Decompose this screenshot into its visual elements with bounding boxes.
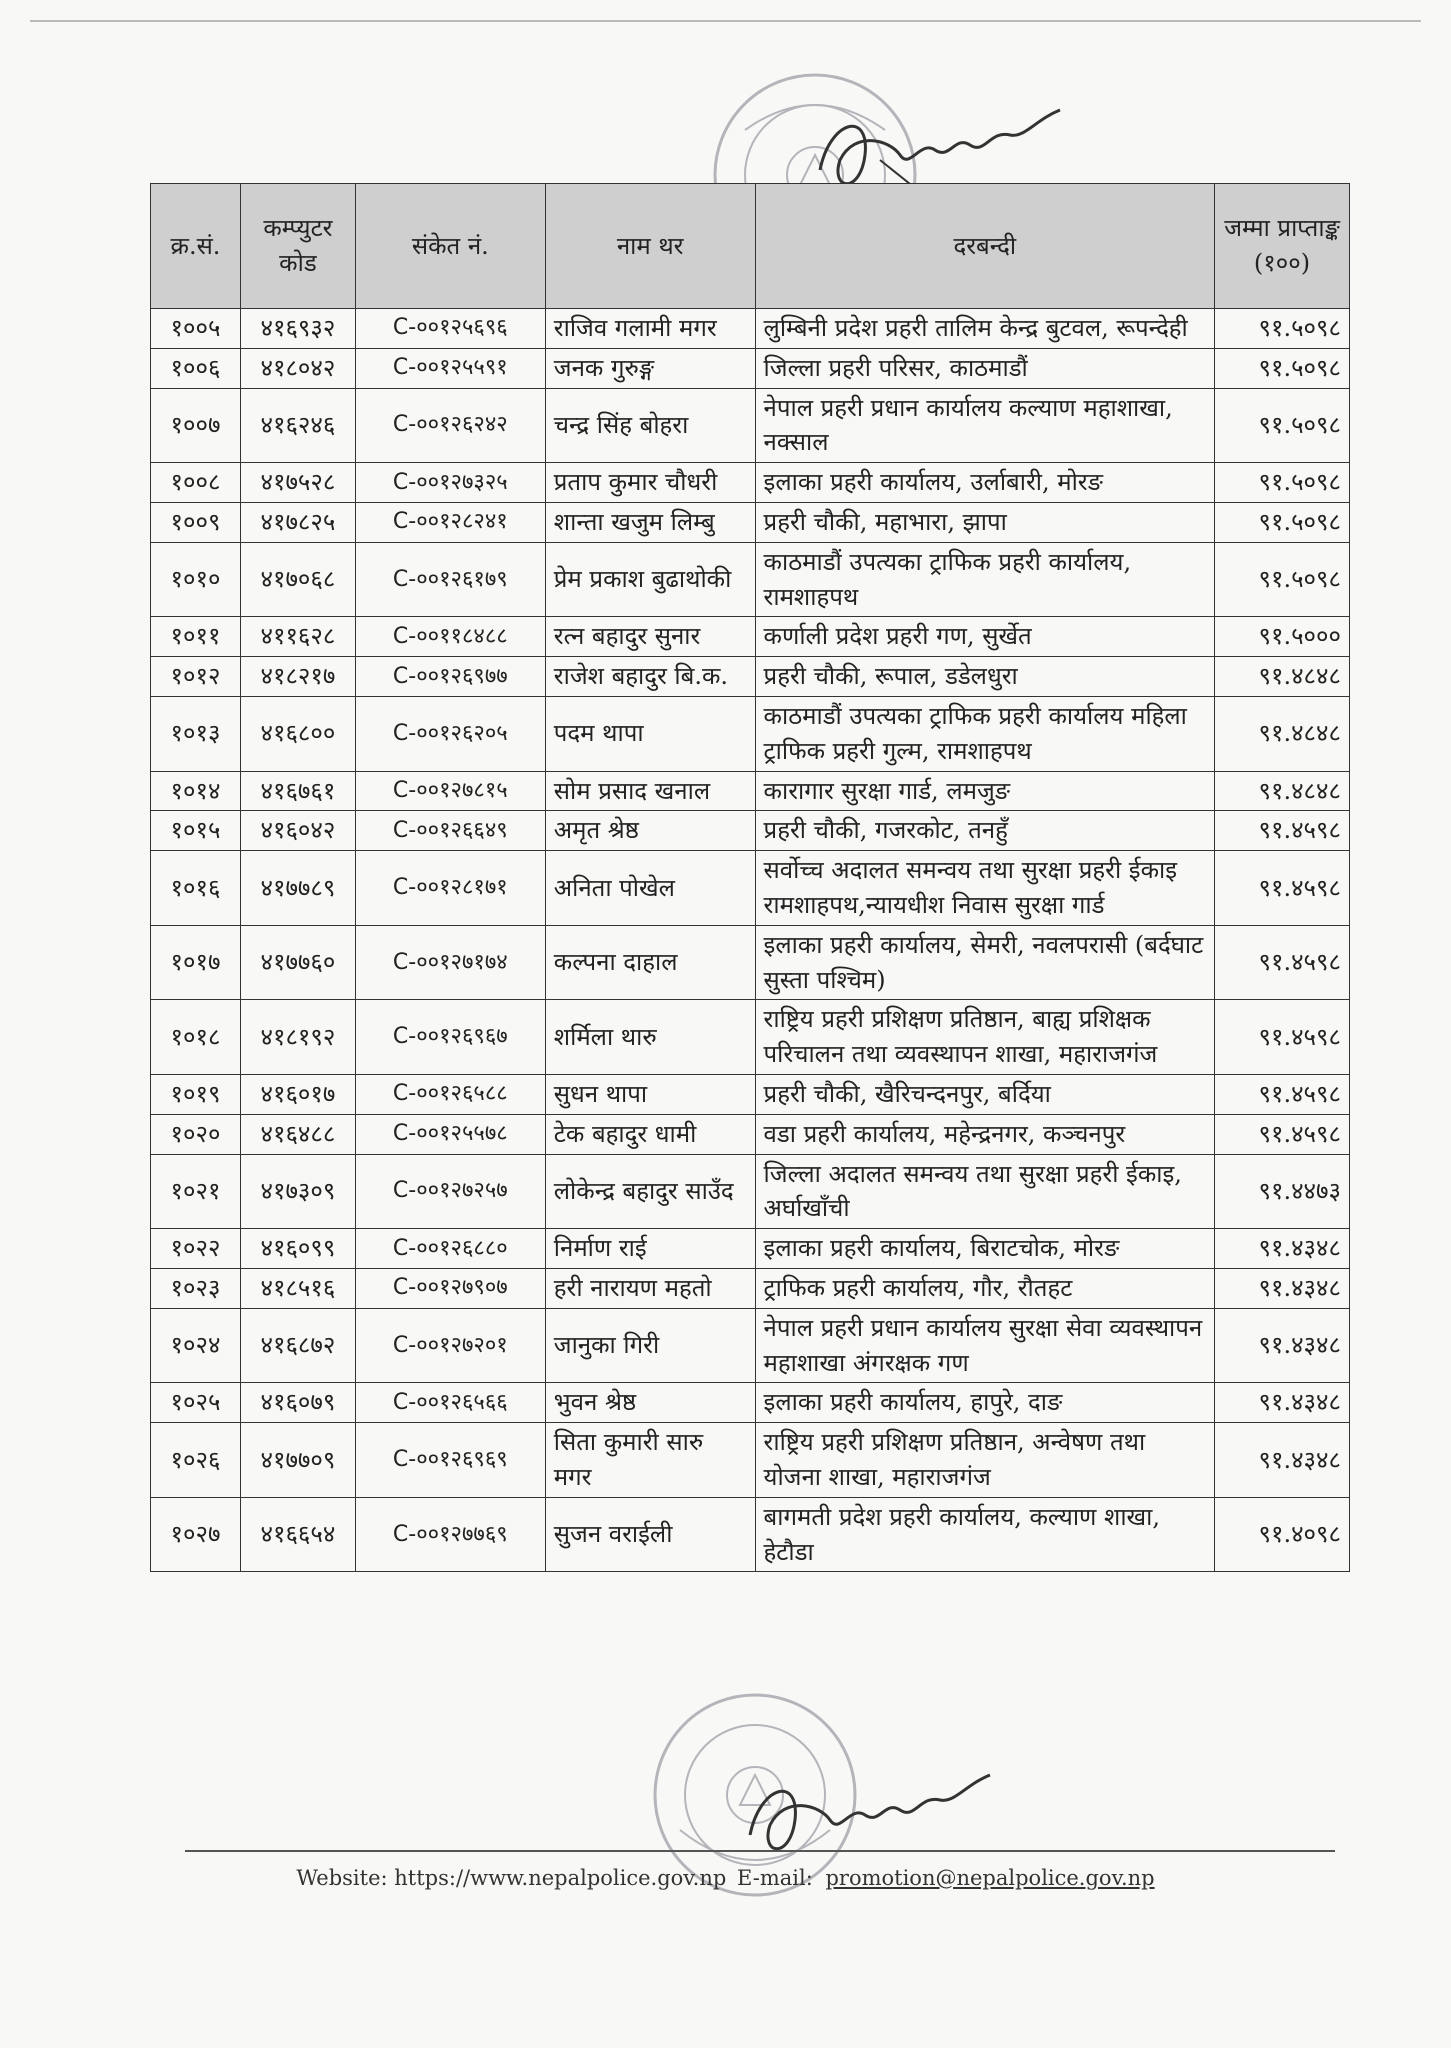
cell-serial-no: १०२०	[151, 1114, 241, 1154]
cell-post: इलाका प्रहरी कार्यालय, उर्लाबारी, मोरङ	[755, 463, 1214, 503]
table-row	[151, 1114, 1350, 1154]
cell-total-score: ९१.४५९८	[1215, 811, 1350, 851]
cell-computer-code: ४११६२८	[240, 617, 355, 657]
promotion-results-table	[150, 183, 1350, 1572]
cell-name: पदम थापा	[545, 696, 755, 771]
cell-post: प्रहरी चौकी, महाभारा, झापा	[755, 502, 1214, 542]
cell-serial-no: १०१३	[151, 696, 241, 771]
table-row	[151, 1497, 1350, 1572]
cell-serial-no: १०१९	[151, 1074, 241, 1114]
cell-serial-no: १०२७	[151, 1497, 241, 1572]
cell-symbol-no: C-००१२५५९१	[355, 348, 545, 388]
table-row	[151, 657, 1350, 697]
cell-computer-code: ४१८०४२	[240, 348, 355, 388]
website-link[interactable]: Website: https://www.nepalpolice.gov.np	[296, 1866, 727, 1890]
cell-computer-code: ४१६७६१	[240, 771, 355, 811]
footer-divider	[185, 1850, 1335, 1852]
cell-serial-no: १०१६	[151, 851, 241, 926]
table-row	[151, 309, 1350, 349]
cell-symbol-no: C-००१२६९६७	[355, 1000, 545, 1075]
table-row	[151, 1154, 1350, 1229]
cell-total-score: ९१.५०००	[1215, 617, 1350, 657]
cell-post: बागमती प्रदेश प्रहरी कार्यालय, कल्याण शाखा, हेटौडा	[755, 1497, 1214, 1572]
cell-name: अनिता पोखेल	[545, 851, 755, 926]
cell-name: चन्द्र सिंह बोहरा	[545, 388, 755, 463]
cell-computer-code: ४१६९३२	[240, 309, 355, 349]
cell-name: रत्न बहादुर सुनार	[545, 617, 755, 657]
cell-total-score: ९१.४५९८	[1215, 1114, 1350, 1154]
cell-serial-no: १००७	[151, 388, 241, 463]
cell-symbol-no: C-००१२६९७७	[355, 657, 545, 697]
cell-serial-no: १०२५	[151, 1383, 241, 1423]
cell-symbol-no: C-००१२६१७९	[355, 542, 545, 617]
cell-post: जिल्ला अदालत समन्वय तथा सुरक्षा प्रहरी ईकाइ, अर्घाखाँची	[755, 1154, 1214, 1229]
cell-total-score: ९१.५०९८	[1215, 502, 1350, 542]
cell-post: सर्वोच्च अदालत समन्वय तथा सुरक्षा प्रहरी ईकाइ रामशाहपथ,न्यायधीश निवास सुरक्षा गार्ड	[755, 851, 1214, 926]
cell-computer-code: ४१७३०९	[240, 1154, 355, 1229]
cell-total-score: ९१.४३४८	[1215, 1383, 1350, 1423]
cell-serial-no: १०२६	[151, 1423, 241, 1498]
header-serial-no: क्र.सं.	[151, 184, 241, 309]
cell-symbol-no: C-००१२७२५७	[355, 1154, 545, 1229]
cell-name: शान्ता खजुम लिम्बु	[545, 502, 755, 542]
cell-post: इलाका प्रहरी कार्यालय, हापुरे, दाङ	[755, 1383, 1214, 1423]
cell-post: कारागार सुरक्षा गार्ड, लमजुङ	[755, 771, 1214, 811]
cell-symbol-no: C-००१२७९०७	[355, 1268, 545, 1308]
cell-post: इलाका प्रहरी कार्यालय, सेमरी, नवलपरासी (बर्दघाट सुस्ता पश्चिम)	[755, 925, 1214, 1000]
table-row	[151, 811, 1350, 851]
cell-serial-no: १००५	[151, 309, 241, 349]
cell-computer-code: ४१६०१७	[240, 1074, 355, 1114]
header-name: नाम थर	[545, 184, 755, 309]
cell-total-score: ९१.४५९८	[1215, 1000, 1350, 1075]
cell-name: टेक बहादुर धामी	[545, 1114, 755, 1154]
cell-name: लोकेन्द्र बहादुर साउँद	[545, 1154, 755, 1229]
cell-computer-code: ४१६८००	[240, 696, 355, 771]
cell-name: शर्मिला थारु	[545, 1000, 755, 1075]
cell-symbol-no: C-००१२७७६९	[355, 1497, 545, 1572]
header-computer-code: कम्प्युटर कोड	[240, 184, 355, 309]
cell-name: राजिव गलामी मगर	[545, 309, 755, 349]
cell-serial-no: १०१७	[151, 925, 241, 1000]
table-row	[151, 388, 1350, 463]
cell-total-score: ९१.५०९८	[1215, 463, 1350, 503]
header-post: दरबन्दी	[755, 184, 1214, 309]
cell-name: जानुका गिरी	[545, 1308, 755, 1383]
cell-computer-code: ४१८१९२	[240, 1000, 355, 1075]
cell-computer-code: ४१६२४६	[240, 388, 355, 463]
cell-symbol-no: C-००१२६८८०	[355, 1229, 545, 1269]
cell-symbol-no: C-००१२७२०१	[355, 1308, 545, 1383]
cell-name: हरी नारायण महतो	[545, 1268, 755, 1308]
cell-name: राजेश बहादुर बि.क.	[545, 657, 755, 697]
table-row	[151, 1383, 1350, 1423]
cell-post: कर्णाली प्रदेश प्रहरी गण, सुर्खेत	[755, 617, 1214, 657]
cell-name: सुजन वराईली	[545, 1497, 755, 1572]
table-body	[151, 309, 1350, 1572]
cell-symbol-no: C-००१२६६४९	[355, 811, 545, 851]
email-label: E-mail:	[737, 1866, 813, 1890]
cell-computer-code: ४१६०४२	[240, 811, 355, 851]
cell-computer-code: ४१६८७२	[240, 1308, 355, 1383]
cell-symbol-no: C-००१२७१७४	[355, 925, 545, 1000]
cell-serial-no: १०१८	[151, 1000, 241, 1075]
cell-post: नेपाल प्रहरी प्रधान कार्यालय सुरक्षा सेवा व्यवस्थापन महाशाखा अंगरक्षक गण	[755, 1308, 1214, 1383]
cell-symbol-no: C-००१२७८१५	[355, 771, 545, 811]
cell-post: वडा प्रहरी कार्यालय, महेन्द्रनगर, कञ्चनपुर	[755, 1114, 1214, 1154]
cell-total-score: ९१.५०९८	[1215, 388, 1350, 463]
table-row	[151, 925, 1350, 1000]
cell-symbol-no: C-००१२६२०५	[355, 696, 545, 771]
cell-total-score: ९१.४८४८	[1215, 657, 1350, 697]
cell-computer-code: ४१७०६८	[240, 542, 355, 617]
cell-total-score: ९१.५०९८	[1215, 309, 1350, 349]
cell-name: सोम प्रसाद खनाल	[545, 771, 755, 811]
cell-serial-no: १००६	[151, 348, 241, 388]
email-link[interactable]: promotion@nepalpolice.gov.np	[825, 1866, 1155, 1890]
table-row	[151, 771, 1350, 811]
cell-serial-no: १०१०	[151, 542, 241, 617]
cell-computer-code: ४१७५२८	[240, 463, 355, 503]
table-row	[151, 502, 1350, 542]
cell-computer-code: ४१७७८९	[240, 851, 355, 926]
cell-symbol-no: C-००१२८२४१	[355, 502, 545, 542]
cell-total-score: ९१.४३४८	[1215, 1229, 1350, 1269]
table-row	[151, 1074, 1350, 1114]
cell-computer-code: ४१८२१७	[240, 657, 355, 697]
cell-total-score: ९१.४३४८	[1215, 1423, 1350, 1498]
cell-computer-code: ४१७८२५	[240, 502, 355, 542]
cell-name: सुधन थापा	[545, 1074, 755, 1114]
cell-total-score: ९१.४०९८	[1215, 1497, 1350, 1572]
cell-computer-code: ४१७७६०	[240, 925, 355, 1000]
cell-post: नेपाल प्रहरी प्रधान कार्यालय कल्याण महाशाखा, नक्साल	[755, 388, 1214, 463]
cell-total-score: ९१.५०९८	[1215, 348, 1350, 388]
cell-symbol-no: C-००१२६९६९	[355, 1423, 545, 1498]
cell-name: प्रताप कुमार चौधरी	[545, 463, 755, 503]
cell-post: इलाका प्रहरी कार्यालय, बिराटचोक, मोरङ	[755, 1229, 1214, 1269]
header-total-score: जम्मा प्राप्ताङ्क (१००)	[1215, 184, 1350, 309]
cell-name: कल्पना दाहाल	[545, 925, 755, 1000]
cell-symbol-no: C-००१२७३२५	[355, 463, 545, 503]
cell-computer-code: ४१६४८८	[240, 1114, 355, 1154]
cell-serial-no: १०२२	[151, 1229, 241, 1269]
cell-serial-no: १०२३	[151, 1268, 241, 1308]
cell-post: प्रहरी चौकी, खैरिचन्दनपुर, बर्दिया	[755, 1074, 1214, 1114]
cell-name: सिता कुमारी सारु मगर	[545, 1423, 755, 1498]
table-row	[151, 348, 1350, 388]
cell-symbol-no: C-००१२६२४२	[355, 388, 545, 463]
cell-post: प्रहरी चौकी, रूपाल, डडेलधुरा	[755, 657, 1214, 697]
cell-name: भुवन श्रेष्ठ	[545, 1383, 755, 1423]
table-row	[151, 463, 1350, 503]
table-row	[151, 1308, 1350, 1383]
cell-symbol-no: C-००१२८१७१	[355, 851, 545, 926]
cell-serial-no: १०१४	[151, 771, 241, 811]
cell-total-score: ९१.५०९८	[1215, 542, 1350, 617]
table-row	[151, 1423, 1350, 1498]
cell-post: राष्ट्रिय प्रहरी प्रशिक्षण प्रतिष्ठान, बाह्य प्रशिक्षक परिचालन तथा व्यवस्थापन शाखा, महाराजगंज	[755, 1000, 1214, 1075]
cell-total-score: ९१.४३४८	[1215, 1308, 1350, 1383]
cell-total-score: ९१.४३४८	[1215, 1268, 1350, 1308]
cell-symbol-no: C-००११८४८८	[355, 617, 545, 657]
cell-serial-no: १००८	[151, 463, 241, 503]
cell-computer-code: ४१६०९९	[240, 1229, 355, 1269]
table-row	[151, 1000, 1350, 1075]
cell-symbol-no: C-००१२६५६६	[355, 1383, 545, 1423]
cell-serial-no: १०२४	[151, 1308, 241, 1383]
cell-symbol-no: C-००१२६५८८	[355, 1074, 545, 1114]
cell-name: प्रेम प्रकाश बुढाथोकी	[545, 542, 755, 617]
cell-name: अमृत श्रेष्ठ	[545, 811, 755, 851]
cell-post: काठमाडौं उपत्यका ट्राफिक प्रहरी कार्यालय, रामशाहपथ	[755, 542, 1214, 617]
cell-name: जनक गुरुङ्ग	[545, 348, 755, 388]
cell-total-score: ९१.४५९८	[1215, 925, 1350, 1000]
cell-total-score: ९१.४५९८	[1215, 851, 1350, 926]
table-row	[151, 617, 1350, 657]
table-row	[151, 851, 1350, 926]
cell-serial-no: १०१५	[151, 811, 241, 851]
table-row	[151, 696, 1350, 771]
cell-computer-code: ४१७७०९	[240, 1423, 355, 1498]
cell-post: ट्राफिक प्रहरी कार्यालय, गौर, रौतहट	[755, 1268, 1214, 1308]
cell-serial-no: १०२१	[151, 1154, 241, 1229]
cell-total-score: ९१.४८४८	[1215, 771, 1350, 811]
table-row	[151, 542, 1350, 617]
cell-computer-code: ४१६६५४	[240, 1497, 355, 1572]
cell-serial-no: १००९	[151, 502, 241, 542]
top-divider	[30, 20, 1421, 22]
cell-total-score: ९१.४५९८	[1215, 1074, 1350, 1114]
header-symbol-no: संकेत नं.	[355, 184, 545, 309]
footer	[0, 1866, 1451, 1890]
cell-post: प्रहरी चौकी, गजरकोट, तनहुँ	[755, 811, 1214, 851]
cell-post: राष्ट्रिय प्रहरी प्रशिक्षण प्रतिष्ठान, अन्वेषण तथा योजना शाखा, महाराजगंज	[755, 1423, 1214, 1498]
cell-computer-code: ४१६०७९	[240, 1383, 355, 1423]
cell-name: निर्माण राई	[545, 1229, 755, 1269]
cell-serial-no: १०११	[151, 617, 241, 657]
table-row	[151, 1268, 1350, 1308]
cell-symbol-no: C-००१२५५७८	[355, 1114, 545, 1154]
cell-total-score: ९१.४४७३	[1215, 1154, 1350, 1229]
cell-serial-no: १०१२	[151, 657, 241, 697]
cell-computer-code: ४१८५१६	[240, 1268, 355, 1308]
cell-total-score: ९१.४८४८	[1215, 696, 1350, 771]
table-row	[151, 1229, 1350, 1269]
cell-symbol-no: C-००१२५६९६	[355, 309, 545, 349]
cell-post: काठमाडौं उपत्यका ट्राफिक प्रहरी कार्यालय महिला ट्राफिक प्रहरी गुल्म, रामशाहपथ	[755, 696, 1214, 771]
cell-post: जिल्ला प्रहरी परिसर, काठमाडौं	[755, 348, 1214, 388]
table-header-row	[151, 184, 1350, 309]
cell-post: लुम्बिनी प्रदेश प्रहरी तालिम केन्द्र बुटवल, रूपन्देही	[755, 309, 1214, 349]
